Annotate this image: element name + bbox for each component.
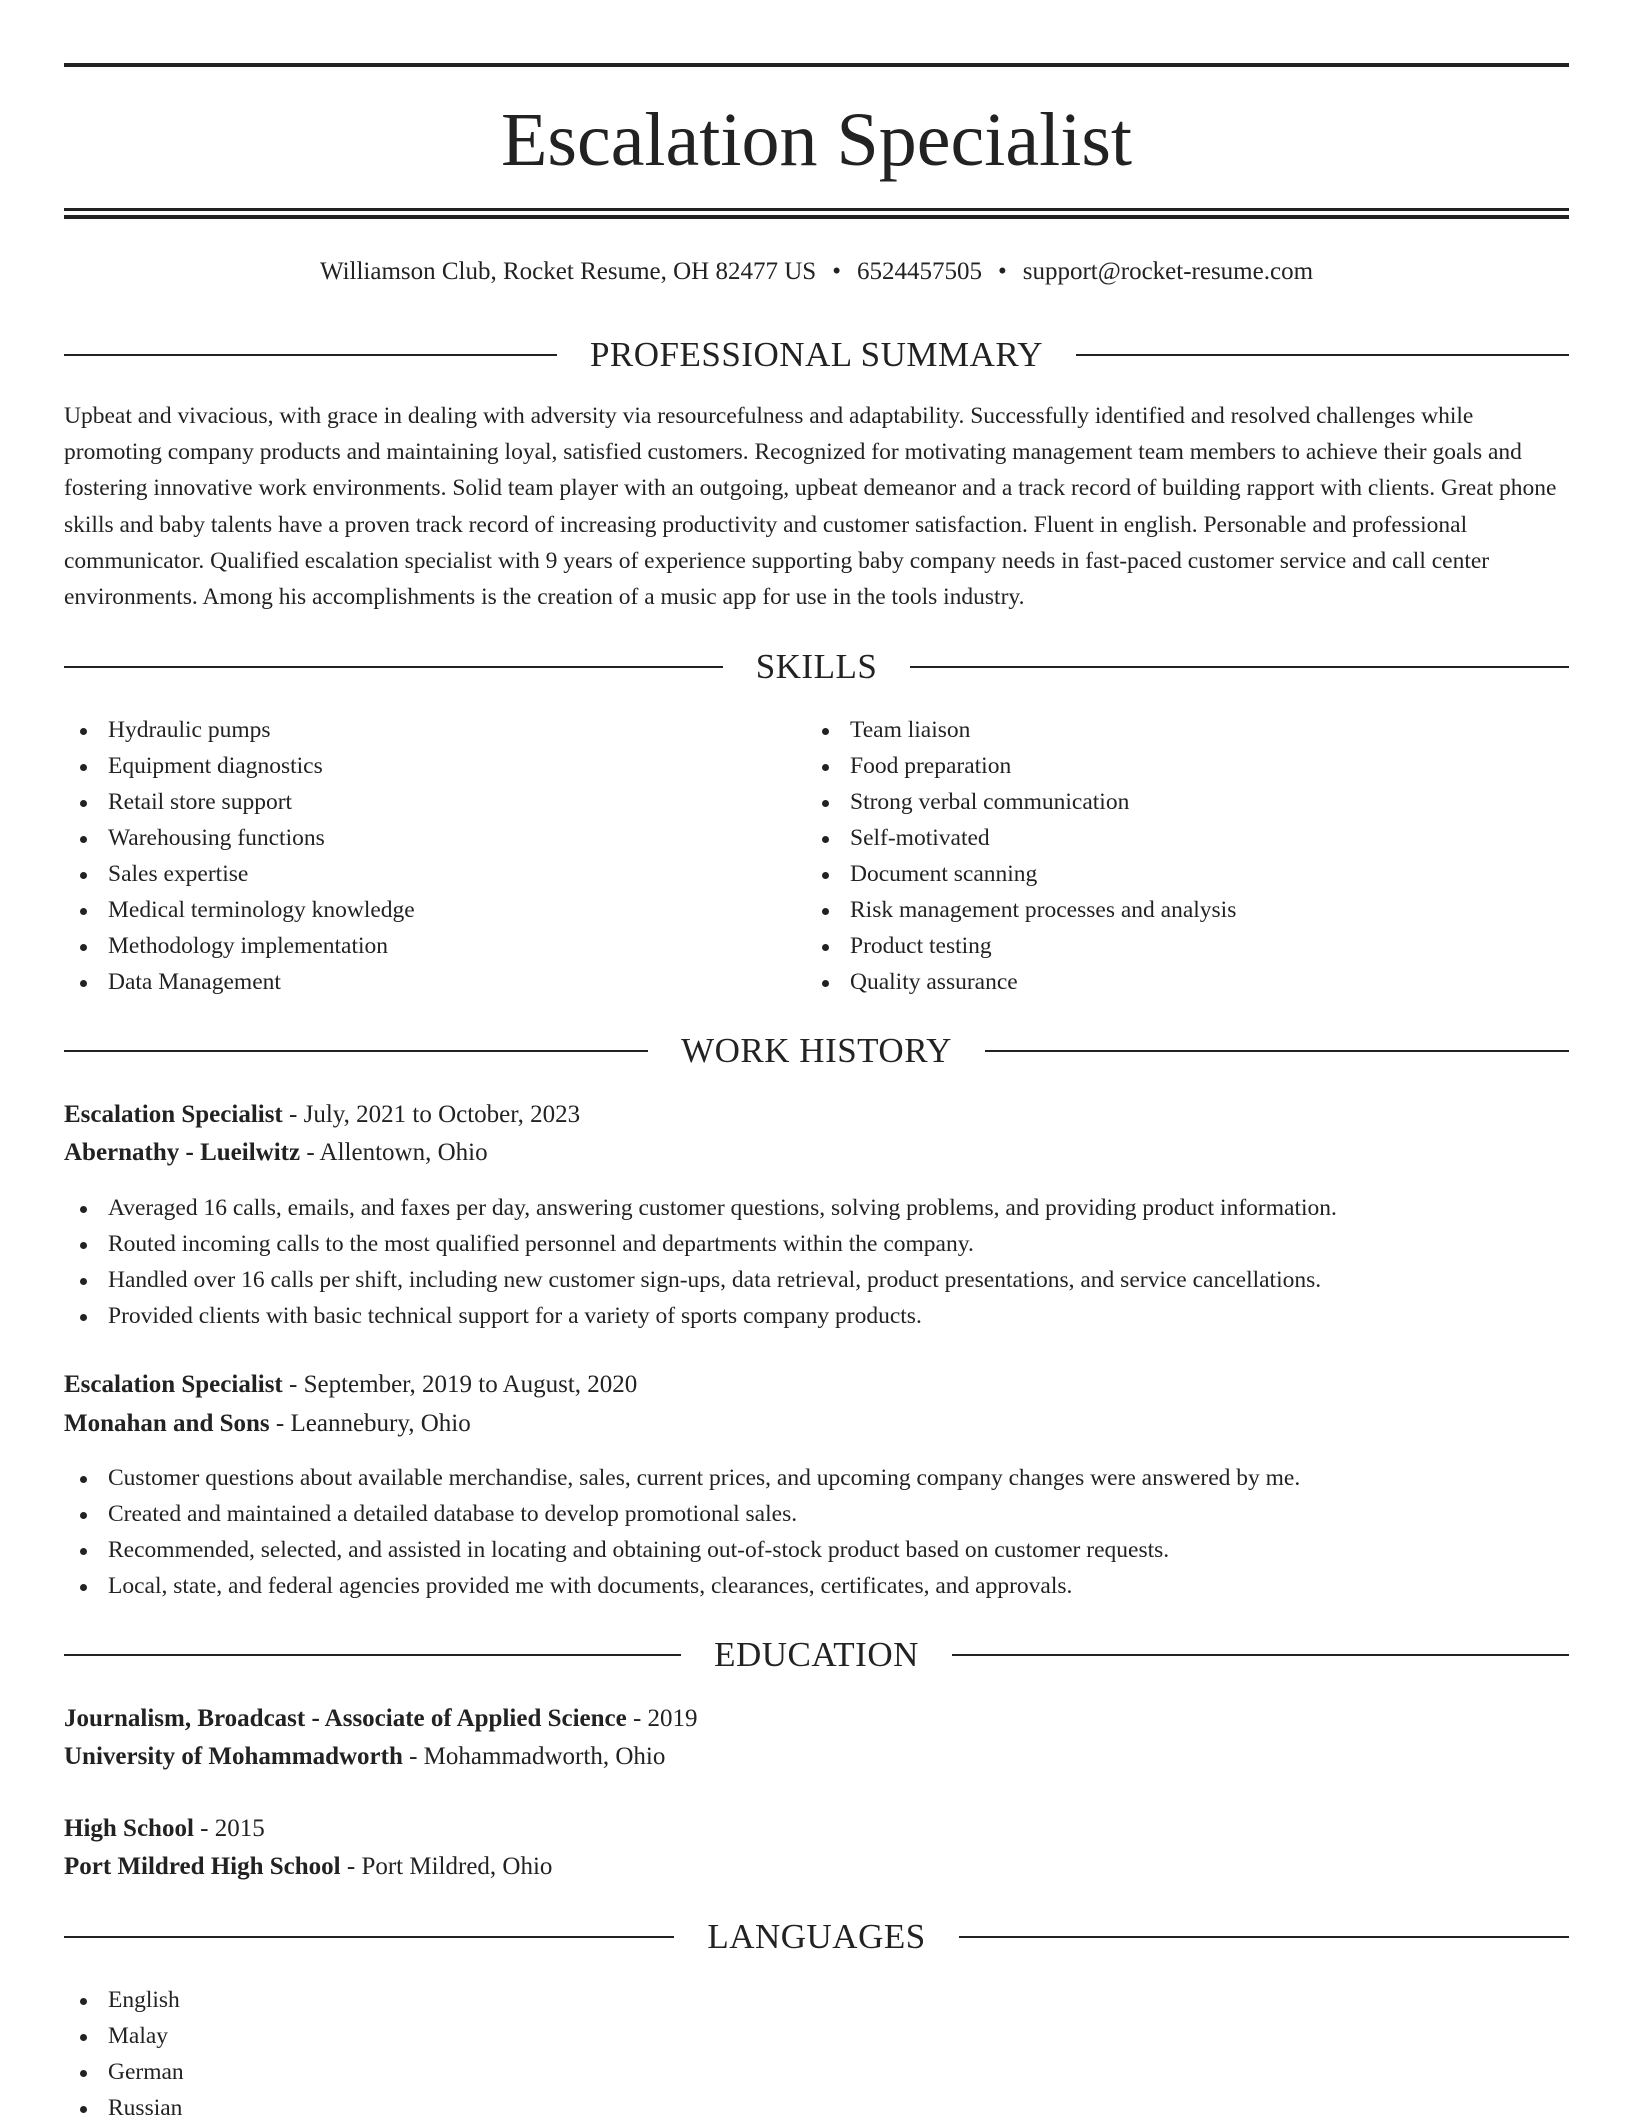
header-double-rule-lower [64,215,1569,219]
skills-list-left [64,712,764,1000]
section-rule-right [985,1050,1569,1052]
job-bullet: Created and maintained a detailed database to develop promotional sales. [64,1496,1569,1532]
education-location: - Port Mildred, Ohio [340,1853,553,1880]
languages-list [64,1982,184,2126]
section-rule-right [952,1654,1569,1656]
section-header-languages [64,1915,1569,1959]
resume-name: Escalation Specialist [500,98,1133,182]
resume-page [64,0,1569,2121]
job-bullet: Routed incoming calls to the most qualified personnel and departments within the company. [64,1226,1569,1262]
header-top-rule [64,63,1569,67]
job-dates: - September, 2019 to August, 2020 [282,1371,638,1398]
skills-list-right [806,712,1566,1000]
section-rule-right [1076,354,1569,356]
section-rule-left [64,1936,674,1938]
education-school: Port Mildred High School [64,1853,341,1880]
job-bullets [64,1460,1569,1604]
job-company: Monahan and Sons [64,1410,270,1437]
skill-item: Document scanning [806,856,1566,892]
skill-item: Hydraulic pumps [64,712,764,748]
skill-item: Warehousing functions [64,820,764,856]
education-year: - 2015 [193,1815,265,1842]
section-title-languages: LANGUAGES [707,1917,926,1956]
skill-item: Methodology implementation [64,928,764,964]
section-header-work [64,1029,1569,1073]
education-degree: High School [64,1815,194,1842]
education-school: University of Mohammadworth [64,1743,403,1770]
section-rule-right [959,1936,1569,1938]
skill-item: Team liaison [806,712,1566,748]
section-header-education [64,1633,1569,1677]
section-header-summary [64,333,1569,377]
job-location: - Leannebury, Ohio [269,1410,471,1437]
job-bullet: Local, state, and federal agencies provided me with documents, clearances, certificates, and approvals. [64,1568,1569,1604]
job-bullets [64,1190,1569,1334]
education-location: - Mohammadworth, Ohio [402,1743,666,1770]
education-year: - 2019 [626,1705,698,1732]
skill-item: Self-motivated [806,820,1566,856]
skill-item: Food preparation [806,748,1566,784]
section-rule-left [64,1050,648,1052]
education-school-line [64,1848,1569,1886]
skill-item: Risk management processes and analysis [806,892,1566,928]
language-item: Russian [64,2090,184,2126]
job-company-line [64,1405,1569,1443]
section-rule-right [910,666,1569,668]
skill-item: Data Management [64,964,764,1000]
job-title: Escalation Specialist [64,1371,283,1398]
education-degree-line [64,1700,1569,1738]
header-double-rule-upper [64,208,1569,211]
job-title-line [64,1366,1569,1404]
section-rule-left [64,354,557,356]
section-title-work: WORK HISTORY [681,1031,952,1070]
contact-phone: 6524457505 [856,258,982,285]
education-school-line [64,1738,1569,1776]
section-rule-left [64,666,723,668]
contact-separator: • [997,258,1007,285]
skill-item: Retail store support [64,784,764,820]
education-degree-line [64,1810,1569,1848]
section-rule-left [64,1654,681,1656]
job-location: - Allentown, Ohio [300,1139,488,1166]
job-dates: - July, 2021 to October, 2023 [282,1101,581,1128]
skill-item: Strong verbal communication [806,784,1566,820]
section-title-summary: PROFESSIONAL SUMMARY [589,335,1044,374]
skill-item: Product testing [806,928,1566,964]
language-item: German [64,2054,184,2090]
contact-email: support@rocket-resume.com [1022,258,1314,285]
contact-separator: • [832,258,841,285]
job-bullet: Averaged 16 calls, emails, and faxes per day, answering customer questions, solving problems, and providing product information. [64,1190,1569,1226]
skill-item: Sales expertise [64,856,764,892]
job-bullet: Provided clients with basic technical support for a variety of sports company products. [64,1298,1569,1334]
section-title-skills: SKILLS [755,647,878,686]
language-item: English [64,1982,184,2018]
job-bullet: Handled over 16 calls per shift, including new customer sign-ups, data retrieval, product presentations, and service cancellations. [64,1262,1569,1298]
contact-line [64,252,1569,292]
skill-item: Quality assurance [806,964,1566,1000]
job-bullet: Customer questions about available merchandise, sales, current prices, and upcoming company changes were answered by me. [64,1460,1569,1496]
skill-item: Equipment diagnostics [64,748,764,784]
language-item: Malay [64,2018,184,2054]
skill-item: Medical terminology knowledge [64,892,764,928]
education-degree: Journalism, Broadcast - Associate of Applied Science [64,1705,627,1732]
job-bullet: Recommended, selected, and assisted in locating and obtaining out-of-stock product based on customer requests. [64,1532,1569,1568]
contact-address: Williamson Club, Rocket Resume, OH 82477 US [319,258,817,285]
job-title-line [64,1096,1569,1134]
job-company-line [64,1134,1569,1172]
job-company: Abernathy - Lueilwitz [64,1139,301,1166]
job-title: Escalation Specialist [64,1101,283,1128]
section-header-skills [64,645,1569,689]
summary-paragraph: Upbeat and vivacious, with grace in dealing with adversity via resourcefulness and adaptability. Successfully identified and resolved challenges while promoting company products and maintaining loyal, satisfied customers. Recognized for motivating management team members to achieve their goals and fostering innovative work environments. Solid team player with an outgoing, upbeat demeanor and a track record of building rapport with clients. Great phone skills and baby talents have a proven track record of increasing productivity and customer satisfaction. Fluent in english. Personable and professional communicator. Qualified escalation specialist with 9 years of experience supporting baby company needs in fast-paced customer service and call center environments. Among his accomplishments is the creation of a music app for use in the tools industry. [64,403,1557,611]
section-title-education: EDUCATION [714,1635,919,1674]
